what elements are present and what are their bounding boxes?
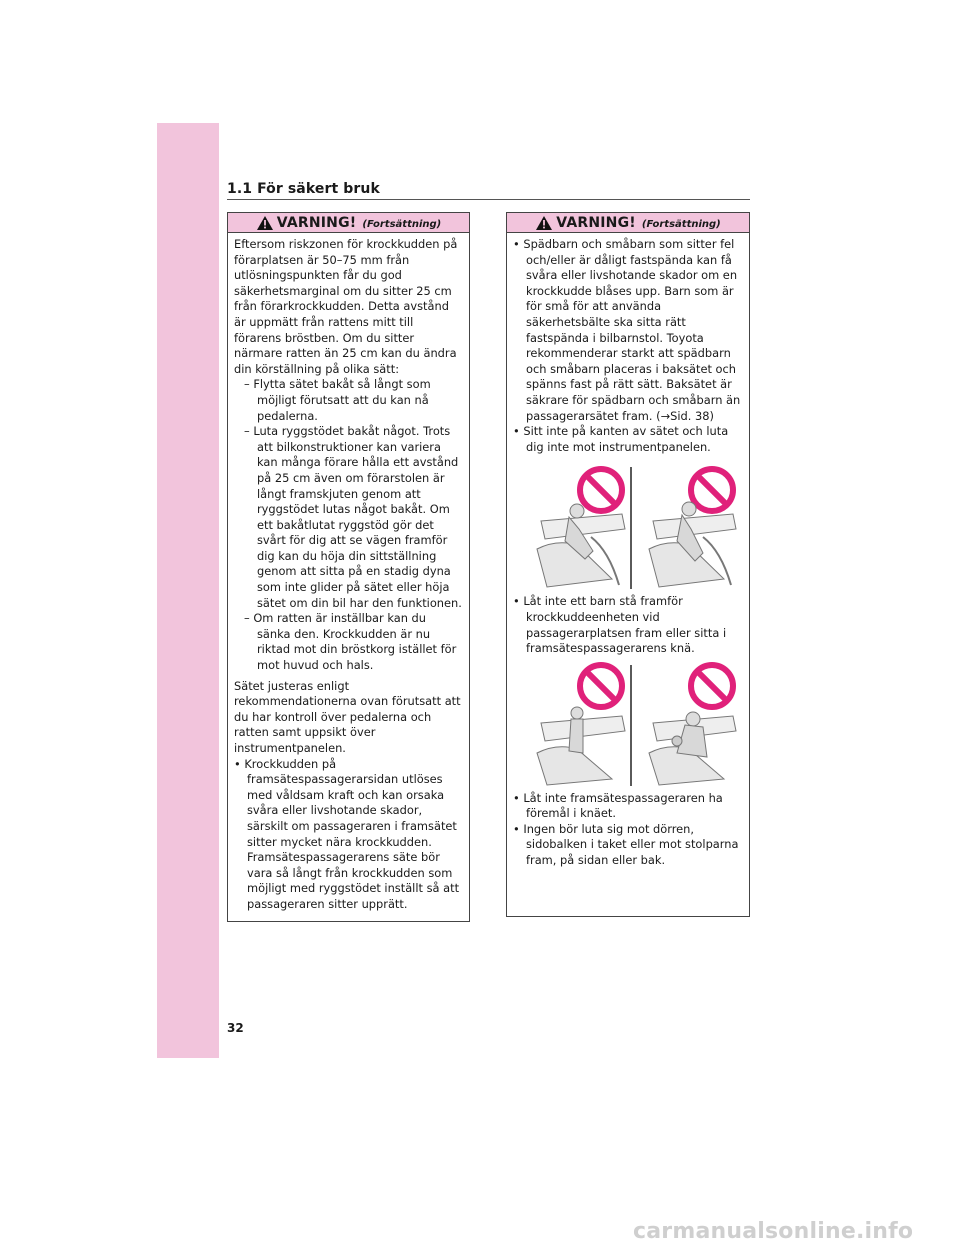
- warning-continued: (Fortsättning): [641, 218, 721, 230]
- bullet-item: • Krockkudden på framsätespassagerarsidan utlöses med våldsam kraft och kan orsaka svåra eller livshotande skador, särskilt om passageraren i framsätet sitter mycket nära krockkudden. Framsätespassagerarens säte bör vara så långt från krockkudden som möjligt med ryggstödet inställt så att passageraren sitter upprätt.: [234, 756, 460, 911]
- prohibited-icon: [691, 665, 733, 707]
- warning-body: [228, 233, 469, 913]
- dash-item: – Luta ryggstödet bakåt något. Trots att bilkonstruktioner kan variera kan många förare hålla ett avstånd på 25 cm även om förarstolen är långt framskjuten genom att ryggstödet lutas något bakåt. Om ett bakåtlutat ryggstöd gör det svårt för dig att se vägen framför dig kan du höja din sittställning genom att sitta på en stadig dyna som inte glider på sätet eller höja sätet om din bil har den funktionen.: [244, 424, 462, 610]
- page-number: 32: [227, 1021, 244, 1035]
- watermark: carmanualsonline.info: [633, 1219, 914, 1244]
- bullet-item: • Sitt inte på kanten av sätet och luta dig inte mot instrumentpanelen.: [513, 424, 729, 454]
- bullet-item: • Ingen bör luta sig mot dörren, sidobalken i taket eller mot stolparna fram, på sidan eller bak.: [513, 821, 739, 868]
- paragraph: Sätet justeras enligt rekommendationerna ovan förutsatt att du har kontroll över pedalerna och ratten samt uppsikt över instrumentpanelen.: [234, 678, 461, 755]
- warning-continued: (Fortsättning): [362, 218, 442, 230]
- warning-box-left: [227, 212, 470, 922]
- prohibited-icon: [580, 469, 622, 511]
- warning-header: [507, 213, 749, 233]
- bullet-item: • Låt inte framsätespassageraren ha föremål i knäet.: [513, 790, 723, 821]
- warning-triangle-icon: [256, 215, 274, 231]
- paragraph: Eftersom riskzonen för krockkudden på förarplatsen är 50–75 mm från utlösningspunkten får du god säkerhetsmarginal om du sitter 25 cm från förarkrockkudden. Detta avstånd är uppmätt från rattens mitt till förarens bröstben. Om du sitter närmare ratten än 25 cm kan du ändra din körställning på olika sätt:: [234, 237, 458, 376]
- section-title: 1.1 För säkert bruk: [227, 181, 380, 197]
- warning-body: [507, 233, 749, 869]
- warning-title: VARNING!: [276, 214, 357, 231]
- warning-title: VARNING!: [556, 214, 636, 231]
- dash-item: – Om ratten är inställbar kan du sänka den. Krockkudden är nu riktad mot din bröstkorg istället för mot huvud och hals.: [244, 611, 457, 673]
- warning-box-right: [506, 212, 750, 917]
- section-divider: [227, 199, 750, 200]
- chapter-side-tab: [157, 123, 219, 1058]
- prohibited-icon: [691, 469, 733, 511]
- bullet-item: • Låt inte ett barn stå framför krockkuddeenheten vid passagerarplatsen fram eller sitta i framsätespassagerarens knä.: [513, 594, 727, 656]
- dash-item: – Flytta sätet bakåt så långt som möjligt förutsatt att du kan nå pedalerna.: [244, 377, 431, 423]
- warning-header: [228, 213, 469, 233]
- bullet-item: • Spädbarn och småbarn som sitter fel och/eller är dåligt fastspända kan få svåra eller livshotande skador om en krockkudde blåses upp. Barn som är för små för att använda säkerhetsbälte ska sitta rätt fastspända i bilbarnstol. Toyota rekommenderar starkt att spädbarn och småbarn placeras i baksätet och spänns fast på rätt sätt. Baksätet är säkrare för spädbarn och småbarn än passagerarsätet fram. (→Sid. 38): [513, 237, 741, 423]
- illustration-leaning-child: [517, 459, 745, 589]
- warning-triangle-icon: [535, 215, 553, 231]
- prohibited-icon: [580, 665, 622, 707]
- illustration-child-standing: [517, 661, 745, 786]
